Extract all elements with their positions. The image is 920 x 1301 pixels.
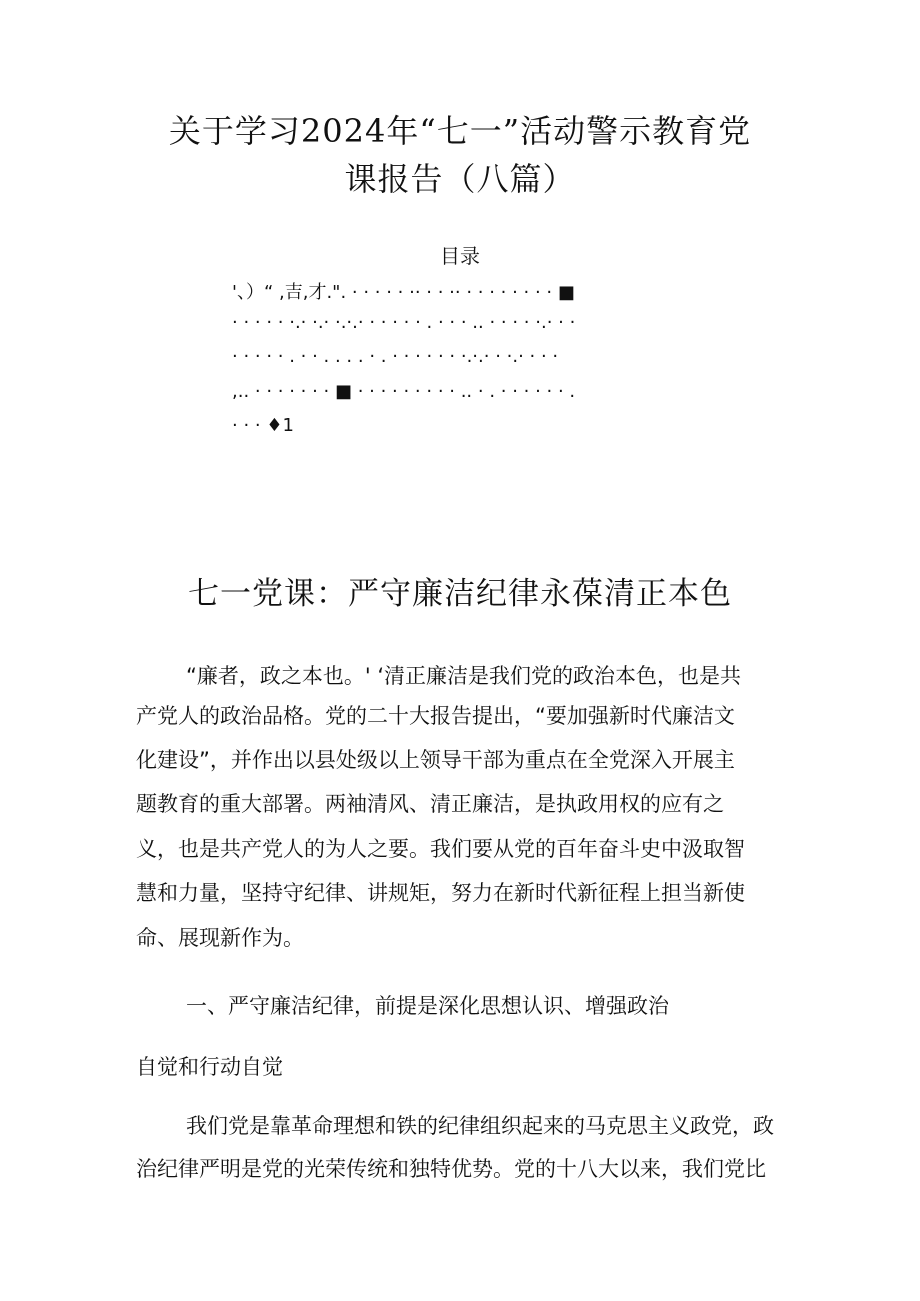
- toc-heading: 目录: [440, 244, 480, 268]
- paragraph-line: 化建设”，并作出以县处级以上领导干部为重点在全党深入开展主: [136, 748, 735, 772]
- document-title-line-2: 课报告（八篇）: [344, 160, 576, 198]
- toc-entry-line[interactable]: · · · · · . · · . . . . · . · · · · · · ·.·.· · ·.· · · ·: [232, 346, 559, 367]
- paragraph-line: 产党人的政治品格。党的二十大报告提出，“要加强新时代廉洁文: [136, 704, 735, 728]
- paragraph-line: 治纪律严明是党的光荣传统和独特优势。党的十八大以来，我们党比: [136, 1157, 766, 1181]
- paragraph-line: 命、展现新作为。: [136, 926, 304, 950]
- toc-entry-line[interactable]: · · · ♦1: [232, 415, 294, 436]
- subheading-line-2: 自觉和行动自觉: [136, 1055, 283, 1079]
- paragraph-line: 义，也是共产党人的为人之要。我们要从党的百年奋斗史中汲取智: [136, 837, 745, 861]
- document-title-line-1: 关于学习2024年“七一”活动警示教育党: [168, 112, 752, 150]
- toc-entry-line[interactable]: · · · · · ·.· ·.· ·.·.· · · · · · . · · · .. · · · · ·.· · ·: [232, 312, 576, 333]
- paragraph-line: 我们党是靠革命理想和铁的纪律组织起来的马克思主义政党，政: [186, 1114, 774, 1138]
- section-title: 七一党课：严守廉洁纪律永葆清正本色: [188, 576, 732, 612]
- paragraph-line: 题教育的重大部署。两袖清风、清正廉洁，是执政用权的应有之: [136, 792, 724, 816]
- paragraph-line: “廉者，政之本也。' ‘清正廉洁是我们党的政治本色，也是共: [186, 664, 742, 688]
- toc-entry-line[interactable]: '、）“ ,吉,才.". · · · · · ·· · · ·· · · · · · · · · ■: [232, 282, 575, 303]
- subheading-line-1: 一、严守廉洁纪律，前提是深化思想认识、增强政治: [186, 994, 669, 1018]
- toc-entry-line[interactable]: ,.. · · · · · · · ■ · · · · · · · · · .. · . · · · · · · .: [232, 381, 576, 402]
- paragraph-line: 慧和力量，坚持守纪律、讲规矩，努力在新时代新征程上担当新使: [136, 881, 745, 905]
